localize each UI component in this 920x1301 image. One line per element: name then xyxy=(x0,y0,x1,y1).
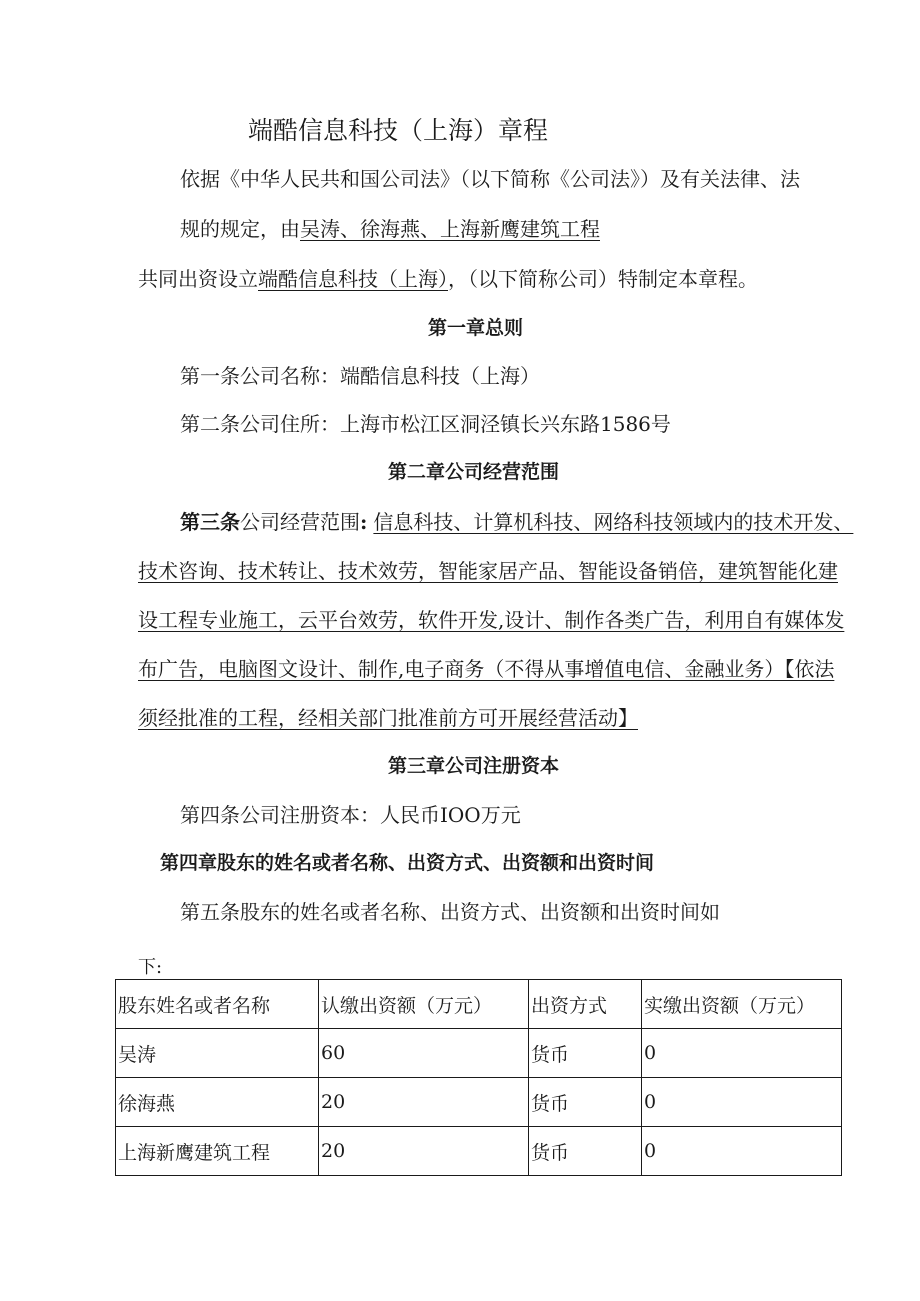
cell-shareholder-name: 上海新鹰建筑工程 xyxy=(116,1127,319,1176)
cell-contribution-method: 货币 xyxy=(529,1127,642,1176)
header-contribution-method: 出资方式 xyxy=(529,980,642,1029)
cell-shareholder-name: 吴涛 xyxy=(116,1029,319,1078)
header-paid-capital: 实缴出资额（万元） xyxy=(642,980,842,1029)
article-4: 第四条公司注册资本：人民币IOO万元 xyxy=(180,803,521,827)
table-row xyxy=(116,1078,842,1127)
article-3-line-1 xyxy=(180,508,853,536)
article-3-colon: : xyxy=(360,510,368,534)
cell-subscribed-capital: 20 xyxy=(319,1078,529,1127)
cell-contribution-method: 货币 xyxy=(529,1029,642,1078)
intro-line-3 xyxy=(138,265,758,293)
article-1: 第一条公司名称：端酷信息科技（上海） xyxy=(180,364,540,388)
cell-subscribed-capital: 60 xyxy=(319,1029,529,1078)
intro-line-2-prefix: 规的规定，由 xyxy=(180,217,300,241)
founders-names: 吴涛、徐海燕、上海新鹰建筑工程 xyxy=(300,217,600,241)
document-title: 端酷信息科技（上海）章程 xyxy=(248,116,549,145)
article-2: 第二条公司住所：上海市松江区洞泾镇长兴东路1586号 xyxy=(180,412,671,436)
chapter-1-heading: 第一章总则 xyxy=(428,317,524,339)
header-shareholder-name: 股东姓名或者名称 xyxy=(116,980,319,1029)
business-scope-line-2: 技术咨询、技术转让、技术效劳，智能家居产品、智能设备销倍，建筑智能化建 xyxy=(138,559,838,583)
cell-paid-capital: 0 xyxy=(642,1078,842,1127)
intro-line-1: 依据《中华人民共和国公司法》（以下简称《公司法》）及有关法律、法 xyxy=(180,167,800,191)
header-subscribed-capital: 认缴出资额（万元） xyxy=(319,980,529,1029)
shareholders-table xyxy=(115,979,842,1176)
table-row xyxy=(116,1127,842,1176)
cell-contribution-method: 货币 xyxy=(529,1078,642,1127)
article-5-line-2: 下: xyxy=(138,957,163,978)
company-name: 端酷信息科技（上海） xyxy=(258,267,448,291)
intro-line-2 xyxy=(180,215,600,243)
table-row xyxy=(116,1029,842,1078)
cell-shareholder-name: 徐海燕 xyxy=(116,1078,319,1127)
business-scope-line-1: 信息科技、计算机科技、网络科技领域内的技术开发、 xyxy=(373,510,854,534)
business-scope-line-3: 设工程专业施工，云平台效劳，软件开发,设计、制作各类广告，利用自有媒体发 xyxy=(138,608,845,632)
cell-paid-capital: 0 xyxy=(642,1127,842,1176)
intro-line-3-prefix: 共同出资设立 xyxy=(138,267,258,291)
business-scope-line-4: 布广告，电脑图文设计、制作,电子商务（不得从事增值电信、金融业务）【依法 xyxy=(138,657,835,681)
article-3-prefix: 公司经营范围 xyxy=(240,510,360,534)
cell-paid-capital: 0 xyxy=(642,1029,842,1078)
article-5-line-1: 第五条股东的姓名或者名称、出资方式、出资额和出资时间如 xyxy=(180,900,720,924)
intro-line-3-suffix: ，（以下简称公司）特制定本章程。 xyxy=(448,267,758,291)
business-scope-line-5: 须经批准的工程，经相关部门批准前方可开展经营活动】 xyxy=(138,706,638,730)
chapter-4-heading: 第四章股东的姓名或者名称、出资方式、出资额和出资时间 xyxy=(160,852,655,874)
article-3-label: 第三条 xyxy=(180,510,240,534)
chapter-2-heading: 第二章公司经营范围 xyxy=(388,461,560,483)
cell-subscribed-capital: 20 xyxy=(319,1127,529,1176)
table-header-row xyxy=(116,980,842,1029)
chapter-3-heading: 第三章公司注册资本 xyxy=(388,755,560,777)
